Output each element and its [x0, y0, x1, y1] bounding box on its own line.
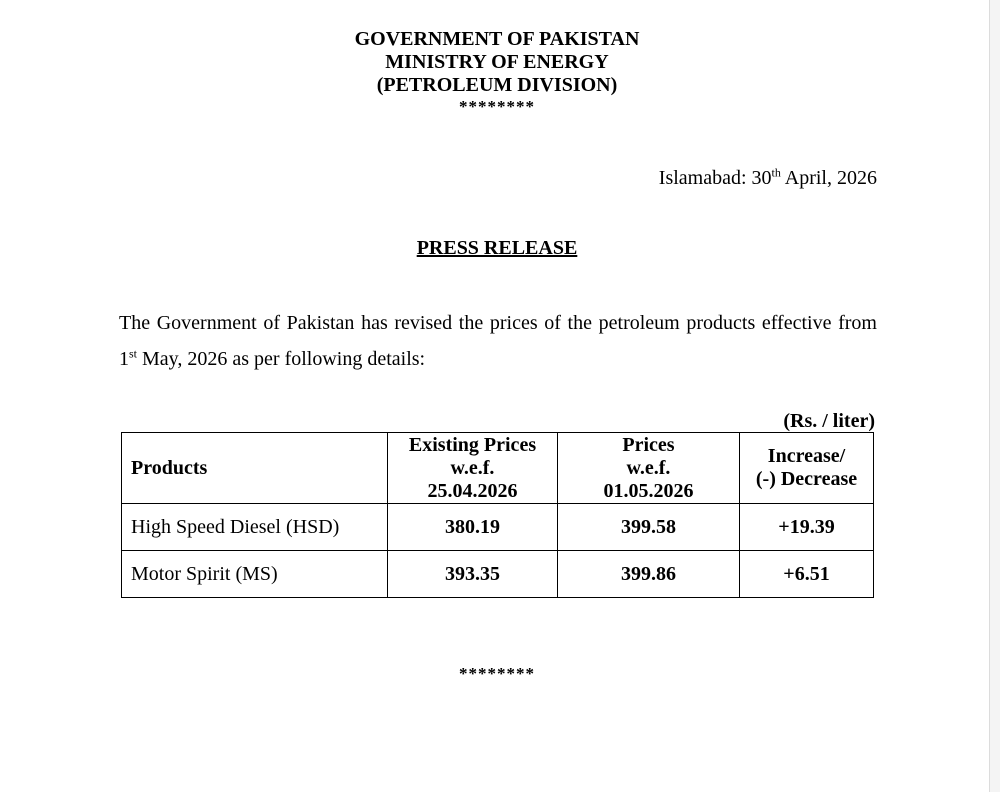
header-existing-prices [388, 433, 558, 504]
header-change [740, 433, 874, 504]
existing-price: 380.19 [388, 504, 558, 551]
new-price: 399.58 [558, 504, 740, 551]
new-price: 399.86 [558, 551, 740, 598]
separator-stars-top: ******** [459, 97, 535, 116]
date-line [659, 166, 877, 190]
header-new-line1: Prices [622, 433, 675, 456]
intro-paragraph [119, 305, 877, 377]
letterhead-ministry: MINISTRY OF ENERGY [385, 51, 609, 73]
header-products: Products [122, 433, 388, 504]
date-ordinal-suffix: th [771, 165, 781, 180]
product-name: High Speed Diesel (HSD) [122, 504, 388, 551]
separator-stars-bottom: ******** [459, 664, 535, 683]
header-new-line3: 01.05.2026 [603, 479, 694, 502]
date-place: Islamabad: 30 [658, 167, 772, 189]
date-month-year: April, 2026 [780, 167, 877, 189]
intro-text-part2: May, 2026 as per following details: [137, 348, 426, 370]
letterhead-division: (PETROLEUM DIVISION) [376, 74, 618, 96]
price-table [121, 432, 874, 598]
table-header-row [122, 433, 874, 504]
intro-ordinal-suffix: st [129, 346, 138, 361]
header-change-line1: Increase/ [767, 445, 846, 467]
header-new-prices [558, 433, 740, 504]
header-change-line2: (-) Decrease [755, 468, 858, 490]
header-new-line2: w.e.f. [626, 456, 671, 479]
intro-text-part1: The Government of Pakistan has revised the prices of the petroleum products effective from 1 [119, 312, 877, 370]
header-existing-line3: 25.04.2026 [427, 479, 518, 502]
existing-price: 393.35 [388, 551, 558, 598]
table-row [122, 504, 874, 551]
table-row [122, 551, 874, 598]
letterhead-government: GOVERNMENT OF PAKISTAN [354, 28, 640, 50]
header-existing-line2: w.e.f. [450, 456, 495, 479]
product-name: Motor Spirit (MS) [122, 551, 388, 598]
unit-note: (Rs. / liter) [783, 410, 875, 432]
price-change: +19.39 [740, 504, 874, 551]
letterhead [0, 28, 994, 117]
header-existing-line1: Existing Prices [408, 433, 537, 456]
page-title: PRESS RELEASE [416, 237, 578, 259]
price-change: +6.51 [740, 551, 874, 598]
